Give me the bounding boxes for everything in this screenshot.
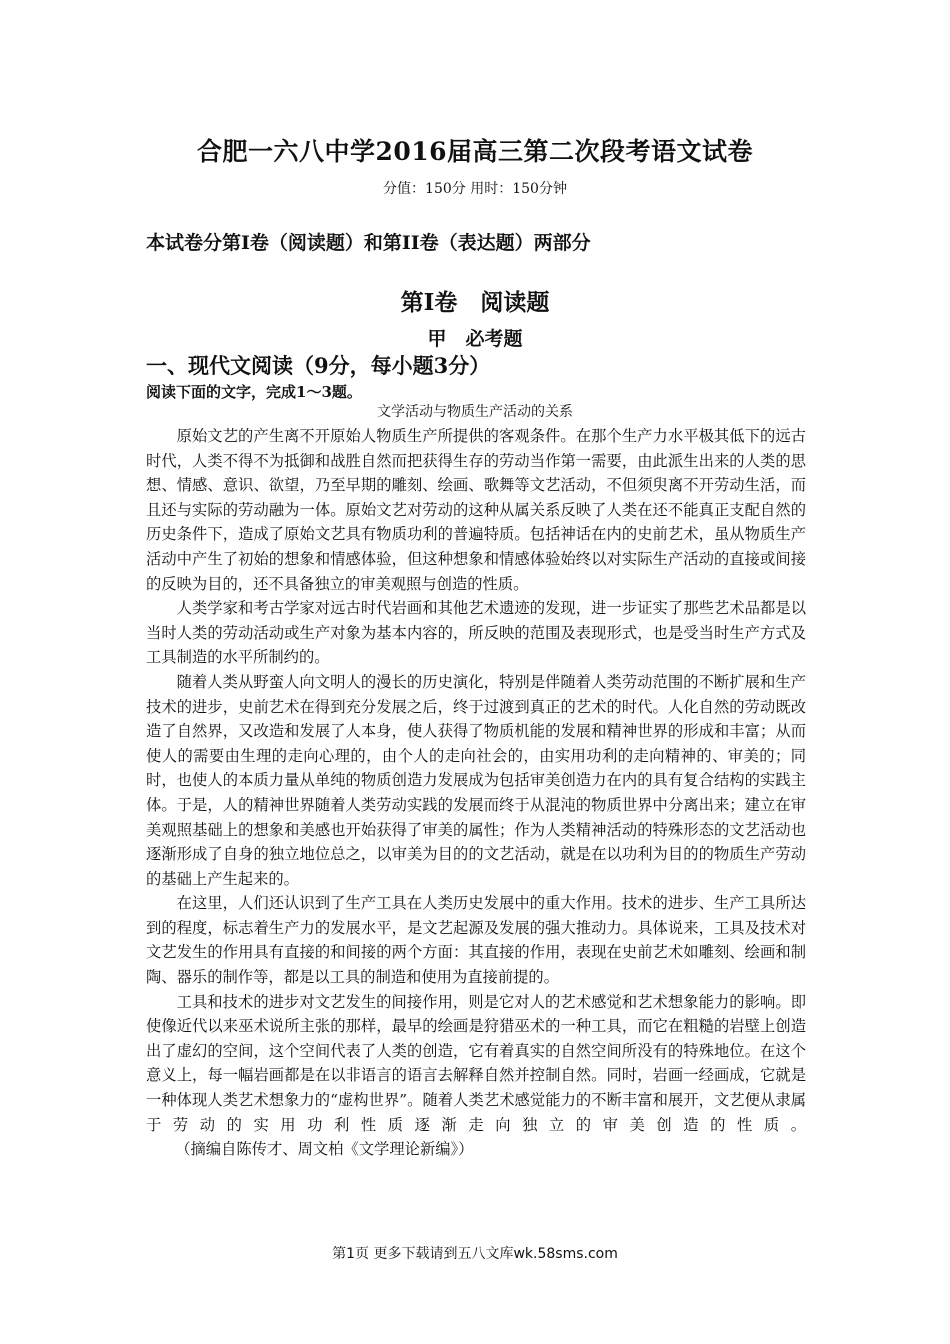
page-footer: 第1页 更多下载请到五八文库wk.58sms.com [332,1246,618,1262]
article-source-text: （摘编自陈传才、周文柏《文学理论新编》） [175,1140,474,1159]
question-heading: 一、现代文阅读（9分，每小题3分） [146,353,491,378]
article-paragraph-1: 原始文艺的产生离不开原始人物质生产所提供的客观条件。在那个生产力水平极其低下的远古时代，人类不得不为抵御和战胜自然而把获得生存的劳动当作第一需要，由此派生出来的人类的思想、情感、意识、欲望，乃至早期的雕刻、绘画、歌舞等文艺活动，不但须臾离不开劳动生活，而且还与实际的劳动融为一体。原始文艺对劳动的这种从属关系反映了人类在还不能真正支配自然的历史条件下，造成了原始文艺具有物质功利的普遍特质。包括神话在内的史前艺术，虽从物质生产活动中产生了初始的想象和情感体验，但这种想象和情感体验始终以对实际生产活动的直接或间接的反映为目的，还不具备独立的审美观照与创造的性质。 [146,427,806,593]
part-title: 第I卷 阅读题 [400,289,550,316]
article-title: 文学活动与物质生产活动的关系 [377,404,573,420]
article-source [146,1140,473,1158]
article-paragraph-5-text: 工具和技术的进步对文艺发生的间接作用，则是它对人的艺术感觉和艺术想象能力的影响。即使像近代以来巫术说所主张的那样，最早的绘画是狩猎巫术的一种工具，而它在粗糙的岩壁上创造出了虚幻的空间，这个空间代表了人类的创造，它有着真实的自然空间所没有的特殊地位。在这个意义上，每一幅岩画都是在以非语言的语言去解释自然并控制自然。同时，岩画一经画成，它就是一种体现人类艺术想象力的“虚构世界”。随着人类艺术感觉能力的不断丰富和展开，文艺便从隶属于劳动的实用功利性质逐渐走向独立的审美创造的性质。 [146,992,806,1134]
article-body [146,424,806,1162]
article-paragraph-5 [146,990,806,1162]
exam-intro: 本试卷分第I卷（阅读题）和第II卷（表达题）两部分 [146,232,591,254]
question-instruction: 阅读下面的文字，完成1～3题。 [146,383,362,401]
exam-score-time: 分值：150分 用时：150分钟 [383,181,567,197]
exam-title: 合肥一六八中学2016届高三第二次段考语文试卷 [196,137,754,166]
section-title: 甲 必考题 [427,328,523,350]
article-paragraph-4: 在这里，人们还认识到了生产工具在人类历史发展中的重大作用。技术的进步、生产工具所达到的程度，标志着生产力的发展水平，是文艺起源及发展的强大推动力。具体说来，工具及技术对文艺发生的作用具有直接的和间接的两个方面：其直接的作用，表现在史前艺术如雕刻、绘画和制陶、器乐的制作等，都是以工具的制造和使用为直接前提的。 [146,894,806,987]
article-paragraph-3: 随着人类从野蛮人向文明人的漫长的历史演化，特别是伴随着人类劳动范围的不断扩展和生产技术的进步，史前艺术在得到充分发展之后，终于过渡到真正的艺术的时代。人化自然的劳动既改造了自然界，又改造和发展了人本身，使人获得了物质机能的发展和精神世界的形成和丰富；从而使人的需要由生理的走向心理的，由个人的走向社会的，由实用功利的走向精神的、审美的；同时，也使人的本质力量从单纯的物质创造力发展成为包括审美创造力在内的具有复合结构的实践主体。于是，人的精神世界随着人类劳动实践的发展而终于从混沌的物质世界中分离出来；建立在审美观照基础上的想象和美感也开始获得了审美的属性；作为人类精神活动的特殊形态的文艺活动也逐渐形成了自身的独立地位总之，以审美为目的的文艺活动，就是在以功利为目的的物质生产劳动的基础上产生起来的。 [146,672,806,888]
article-paragraph-2: 人类学家和考古学家对远古时代岩画和其他艺术遗迹的发现，进一步证实了那些艺术品都是以当时人类的劳动活动或生产对象为基本内容的，所反映的范围及表现形式，也是受当时生产方式及工具制造的水平所制约的。 [146,599,806,667]
